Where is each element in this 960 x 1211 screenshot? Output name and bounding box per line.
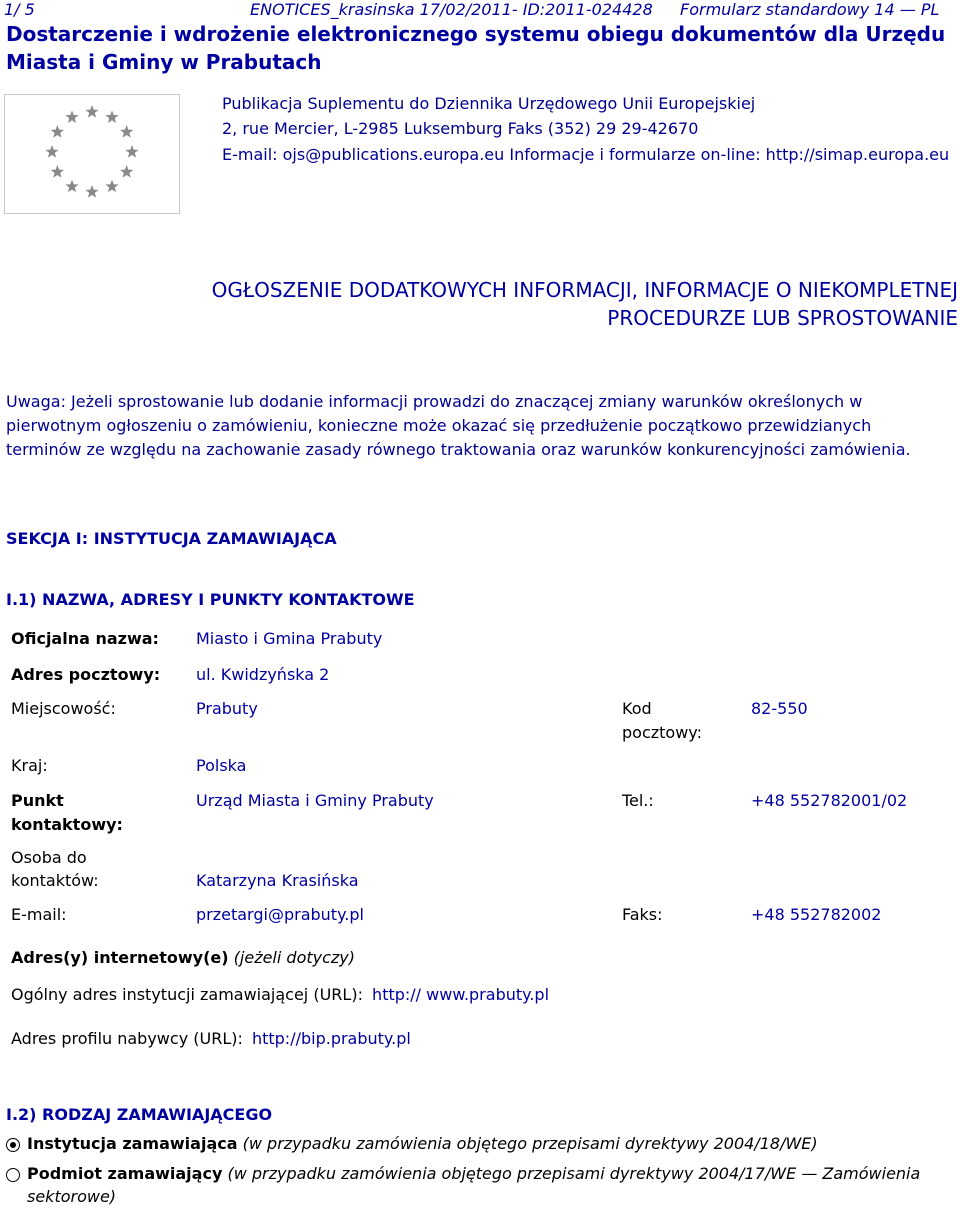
radio-instytucja-selected[interactable] — [6, 1138, 20, 1152]
publisher-line-2: 2, rue Mercier, L-2985 Luksemburg Faks (352) 29 29-42670 — [222, 119, 699, 138]
tel-value: +48 552782001/02 — [751, 791, 908, 810]
country-label: Kraj: — [11, 756, 48, 775]
general-url-value[interactable]: http:// www.prabuty.pl — [372, 985, 550, 1004]
flag-star-icon — [51, 125, 64, 138]
page-title: Dostarczenie i wdrożenie elektronicznego systemu obiegu dokumentów dla Urzędu Miasta i Gminy w Prabutach — [6, 22, 946, 74]
notice-heading-line-2: PROCEDURZE LUB SPROSTOWANIE — [607, 306, 958, 330]
publisher-line-1: Publikacja Suplementu do Dziennika Urzędowego Unii Europejskiej — [222, 94, 756, 113]
official-name-value: Miasto i Gmina Prabuty — [196, 629, 383, 648]
eu-flag-logo — [4, 94, 180, 214]
section-heading: SEKCJA I: INSTYTUCJA ZAMAWIAJĄCA — [6, 529, 337, 548]
flag-star-icon — [45, 145, 58, 158]
internet-heading: Adres(y) internetowy(e) — [11, 948, 229, 967]
person-label-2: kontaktów: — [11, 871, 99, 890]
tel-label: Tel.: — [622, 791, 654, 810]
official-name-label: Oficjalna nazwa: — [11, 629, 159, 648]
email-value[interactable]: przetargi@prabuty.pl — [196, 905, 364, 924]
buyer-url-row — [11, 1029, 411, 1048]
subsection-2-heading: I.2) RODZAJ ZAMAWIAJĄCEGO — [6, 1105, 273, 1124]
flag-star-icon — [85, 105, 98, 118]
flag-star-icon — [51, 165, 64, 178]
contact-label-2: kontaktowy: — [11, 815, 123, 834]
flag-star-icon — [125, 145, 138, 158]
city-value: Prabuty — [196, 699, 258, 718]
country-value: Polska — [196, 756, 247, 775]
buyer-url-value[interactable]: http://bip.prabuty.pl — [251, 1029, 411, 1048]
flag-star-icon — [120, 125, 133, 138]
option-2-note-cont: sektorowe) — [27, 1187, 117, 1206]
postal-label-2: pocztowy: — [622, 723, 702, 742]
option-1-label: Instytucja zamawiająca — [27, 1134, 238, 1153]
internet-heading-row — [11, 948, 355, 967]
internet-note: (jeżeli dotyczy) — [233, 948, 355, 967]
option-2-row — [27, 1164, 920, 1183]
page-number: 1/ 5 — [4, 0, 35, 19]
option-1-note: (w przypadku zamówienia objętego przepisami dyrektywy 2004/18/WE) — [242, 1134, 818, 1153]
flag-star-icon — [105, 110, 118, 123]
form-name: Formularz standardowy 14 — PL — [680, 0, 940, 19]
fax-value: +48 552782002 — [751, 905, 882, 924]
flag-star-icon — [65, 110, 78, 123]
contact-value: Urząd Miasta i Gminy Prabuty — [196, 791, 434, 810]
option-2-label: Podmiot zamawiający — [27, 1164, 223, 1183]
fax-label: Faks: — [622, 905, 663, 924]
city-label: Miejscowość: — [11, 699, 116, 718]
notice-id: ENOTICES_krasinska 17/02/2011- ID:2011-024428 — [250, 0, 653, 19]
person-value: Katarzyna Krasińska — [196, 871, 359, 890]
postal-label-1: Kod — [622, 699, 652, 718]
radio-podmiot[interactable] — [6, 1168, 20, 1182]
flag-star-icon — [105, 180, 118, 193]
option-1-row — [27, 1134, 818, 1153]
contact-label-1: Punkt — [11, 791, 64, 810]
buyer-url-label: Adres profilu nabywcy (URL): — [11, 1029, 243, 1048]
notice-heading-line-1: OGŁOSZENIE DODATKOWYCH INFORMACJI, INFORMACJE O NIEKOMPLETNEJ — [211, 278, 958, 302]
address-value: ul. Kwidzyńska 2 — [196, 665, 330, 684]
person-label-1: Osoba do — [11, 848, 87, 867]
address-label: Adres pocztowy: — [11, 665, 161, 684]
warning-paragraph: Uwaga: Jeżeli sprostowanie lub dodanie informacji prowadzi do znaczącej zmiany warunków określonych w pierwotnym ogłoszeniu o zamówieniu, konieczne może okazać się przedłużenie początkowo przewidzianych terminów ze względu na zachowanie zasady równego traktowania oraz warunków konkurencyjności zamówienia. — [6, 392, 911, 459]
email-label: E-mail: — [11, 905, 67, 924]
postal-value: 82-550 — [751, 699, 808, 718]
flag-star-icon — [85, 185, 98, 198]
flag-star-icon — [120, 165, 133, 178]
general-url-label: Ogólny adres instytucji zamawiającej (URL): — [11, 985, 363, 1004]
general-url-row — [11, 985, 549, 1004]
subsection-1-heading: I.1) NAZWA, ADRESY I PUNKTY KONTAKTOWE — [6, 590, 415, 609]
option-2-note: (w przypadku zamówienia objętego przepisami dyrektywy 2004/17/WE — Zamówienia — [227, 1164, 921, 1183]
publisher-line-3: E-mail: ojs@publications.europa.eu Informacje i formularze on-line: http://simap.europa.eu — [222, 145, 950, 164]
flag-star-icon — [65, 180, 78, 193]
